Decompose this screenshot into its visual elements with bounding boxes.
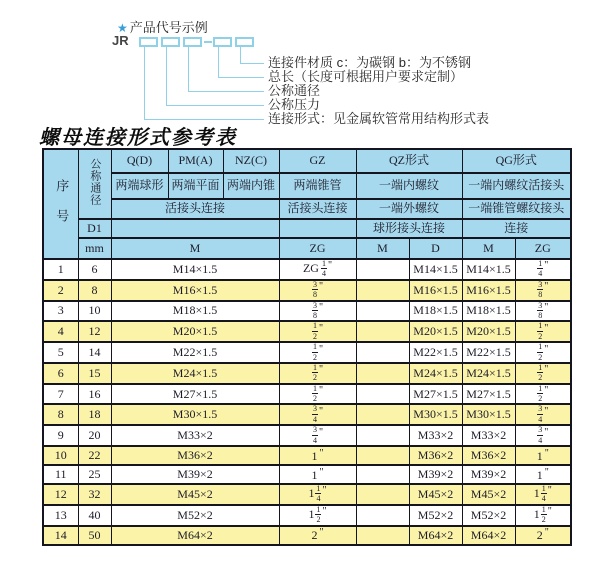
header-blank-m xyxy=(111,219,279,238)
qg-thread-value: $\frac{3}{8}$ " xyxy=(538,279,549,300)
code-box xyxy=(139,37,158,47)
header-conn-qz: 一端外螺纹 xyxy=(356,199,462,219)
cell-qg-m: M64×2 xyxy=(462,526,515,545)
cell-qg-m: M45×2 xyxy=(462,484,515,505)
product-code-example-title xyxy=(117,17,208,36)
table-row xyxy=(43,526,571,545)
connector-vline xyxy=(240,47,241,64)
cell-gz-zg xyxy=(279,259,356,280)
table-row xyxy=(43,363,571,384)
cell-dn: 32 xyxy=(78,484,111,505)
table-row xyxy=(43,465,571,484)
table-row xyxy=(43,505,571,526)
cell-seq: 6 xyxy=(43,363,78,384)
header-unit-qz-m: M xyxy=(356,238,409,259)
cell-dn: 8 xyxy=(78,280,111,301)
cell-qg-m: M52×2 xyxy=(462,505,515,526)
header-sub-qg: 一端内螺纹活接头 xyxy=(462,173,571,199)
cell-qz-d: M45×2 xyxy=(409,484,462,505)
cell-qz-d: M27×1.5 xyxy=(409,384,462,405)
cell-m: M24×1.5 xyxy=(111,363,279,384)
cell-seq: 3 xyxy=(43,301,78,322)
table-title: 螺母连接形式参考表 xyxy=(39,127,237,149)
header-group-nz: NZ(C) xyxy=(223,149,279,173)
header-row-units xyxy=(43,238,571,259)
connector-hline xyxy=(166,105,264,106)
cell-m: M33×2 xyxy=(111,425,279,446)
table-row xyxy=(43,484,571,505)
header-group-qd: Q(D) xyxy=(111,149,168,173)
cell-qg-m: M24×1.5 xyxy=(462,363,515,384)
diagram-label: 总长（长度可根据用户要求定制） xyxy=(268,69,464,84)
header-conn-qg: 一端锥管螺纹接头 xyxy=(462,199,571,219)
cell-qz-d: M64×2 xyxy=(409,526,462,545)
header-row-d1 xyxy=(43,219,571,238)
gz-thread-value: 1 " xyxy=(311,466,324,482)
cell-m: M36×2 xyxy=(111,446,279,465)
cell-m: M14×1.5 xyxy=(111,259,279,280)
cell-qg-m: M16×1.5 xyxy=(462,280,515,301)
cell-gz-zg xyxy=(279,526,356,545)
cell-dn: 10 xyxy=(78,301,111,322)
cell-qz-d: M24×1.5 xyxy=(409,363,462,384)
code-box xyxy=(161,37,180,47)
gz-thread-value: $\frac{1}{2}$ " xyxy=(312,383,324,404)
cell-m: M52×2 xyxy=(111,505,279,526)
cell-qg-m: M39×2 xyxy=(462,465,515,484)
cell-gz-zg xyxy=(279,465,356,484)
cell-m: M18×1.5 xyxy=(111,301,279,322)
cell-seq: 2 xyxy=(43,280,78,301)
cell-qg-m: M27×1.5 xyxy=(462,384,515,405)
qg-thread-value: $\frac{3}{4}$ " xyxy=(538,425,549,445)
cell-seq: 5 xyxy=(43,342,78,363)
table-row xyxy=(43,446,571,465)
qg-thread-value: 1 " xyxy=(536,447,549,463)
cell-m: M27×1.5 xyxy=(111,384,279,405)
gz-thread-value: $\frac{1}{2}$ " xyxy=(312,362,324,383)
cell-qg-zg xyxy=(515,301,571,322)
product-code-example-label: 产品代号示例 xyxy=(129,20,208,35)
cell-seq: 1 xyxy=(43,259,78,280)
cell-qz-d: M18×1.5 xyxy=(409,301,462,322)
gz-thread-value: $\frac{3}{4}$ " xyxy=(312,425,324,445)
header-row-sub xyxy=(43,173,571,199)
cell-qz-m xyxy=(356,446,409,465)
cell-dn: 15 xyxy=(78,363,111,384)
qg-thread-value: $\frac{1}{2}$ " xyxy=(538,342,549,362)
header-unit-qz-d: D xyxy=(409,238,462,259)
star-icon: ★ xyxy=(117,21,128,35)
gz-thread-value: 1 $\frac{1}{4}$ " xyxy=(308,484,327,504)
cell-seq: 8 xyxy=(43,404,78,425)
nut-connection-reference-table xyxy=(42,148,572,546)
cell-qz-d: M20×1.5 xyxy=(409,321,462,342)
cell-seq: 14 xyxy=(43,526,78,545)
cell-seq: 4 xyxy=(43,321,78,342)
diagram-label: 公称通径 xyxy=(268,83,321,98)
cell-gz-zg xyxy=(279,484,356,505)
cell-qg-zg xyxy=(515,280,571,301)
cell-qz-m xyxy=(356,526,409,545)
code-prefix: JR xyxy=(112,33,129,48)
cell-qg-zg xyxy=(515,404,571,425)
header-row-groups xyxy=(43,149,571,173)
header-dia xyxy=(78,149,111,219)
cell-m: M64×2 xyxy=(111,526,279,545)
qg-thread-value: $\frac{1}{2}$ " xyxy=(538,362,549,383)
cell-qz-m xyxy=(356,280,409,301)
cell-dn: 6 xyxy=(78,259,111,280)
header-unit-m: M xyxy=(111,238,279,259)
cell-qz-m xyxy=(356,321,409,342)
header-group-qz: QZ形式 xyxy=(356,149,462,173)
cell-gz-zg xyxy=(279,505,356,526)
connector-vline xyxy=(218,47,219,78)
diagram-label: 连接件材质 c：为碳钢 b：为不锈钢 xyxy=(268,55,471,70)
cell-qg-zg xyxy=(515,363,571,384)
cell-dn: 20 xyxy=(78,425,111,446)
cell-qz-m xyxy=(356,301,409,322)
header-blank-gz xyxy=(279,219,356,238)
gz-thread-value: $\frac{3}{8}$ " xyxy=(312,300,324,320)
cell-seq: 13 xyxy=(43,505,78,526)
code-box xyxy=(235,37,254,47)
header-unit-zg: ZG xyxy=(279,238,356,259)
header-conn-gz: 活接头连接 xyxy=(279,199,356,219)
cell-gz-zg xyxy=(279,321,356,342)
connector-hline xyxy=(144,119,264,120)
cell-qz-m xyxy=(356,342,409,363)
cell-qg-zg xyxy=(515,321,571,342)
cell-dn: 25 xyxy=(78,465,111,484)
code-dash xyxy=(204,41,212,43)
cell-qg-m: M20×1.5 xyxy=(462,321,515,342)
cell-qz-m xyxy=(356,259,409,280)
cell-qg-m: M18×1.5 xyxy=(462,301,515,322)
gz-thread-value: $\frac{3}{4}$ " xyxy=(312,404,324,424)
cell-dn: 50 xyxy=(78,526,111,545)
header-seq xyxy=(43,149,78,259)
gz-thread-value: 1 $\frac{1}{2}$ " xyxy=(308,504,327,525)
header-sub-pm: 两端平面 xyxy=(168,173,223,199)
table-row xyxy=(43,404,571,425)
cell-qg-m: M14×1.5 xyxy=(462,259,515,280)
gz-thread-value: $\frac{1}{2}$ " xyxy=(312,342,324,362)
qg-thread-value: 1 " xyxy=(536,466,549,482)
cell-qg-m: M33×2 xyxy=(462,425,515,446)
cell-m: M30×1.5 xyxy=(111,404,279,425)
cell-m: M16×1.5 xyxy=(111,280,279,301)
cell-m: M39×2 xyxy=(111,465,279,484)
table-row xyxy=(43,321,571,342)
header-unit-qg-m: M xyxy=(462,238,515,259)
table-row xyxy=(43,425,571,446)
diagram-label: 连接形式：见金属软管常用结构形式表 xyxy=(268,111,490,126)
cell-dn: 12 xyxy=(78,321,111,342)
cell-dn: 40 xyxy=(78,505,111,526)
cell-qz-m xyxy=(356,363,409,384)
header-connect: 连接 xyxy=(462,219,571,238)
qg-thread-value: 2 " xyxy=(536,527,549,543)
seq-vertical-label: 序号 xyxy=(54,179,70,240)
header-sub-gz: 两端锥管 xyxy=(279,173,356,199)
cell-qz-m xyxy=(356,404,409,425)
cell-gz-zg xyxy=(279,384,356,405)
cell-m: M20×1.5 xyxy=(111,321,279,342)
connector-hline xyxy=(218,77,264,78)
cell-qg-zg xyxy=(515,259,571,280)
cell-qz-d: M14×1.5 xyxy=(409,259,462,280)
cell-qz-m xyxy=(356,484,409,505)
cell-qg-m: M22×1.5 xyxy=(462,342,515,363)
gz-thread-value: 2 " xyxy=(311,527,324,543)
cell-dn: 18 xyxy=(78,404,111,425)
connector-vline xyxy=(188,47,189,92)
header-d1: D1 xyxy=(78,219,111,238)
dia-vertical-label: 公称通径 xyxy=(88,158,101,207)
table-row xyxy=(43,259,571,280)
cell-qz-d: M33×2 xyxy=(409,425,462,446)
header-sub-qz: 一端内螺纹 xyxy=(356,173,462,199)
cell-qz-d: M39×2 xyxy=(409,465,462,484)
cell-qg-zg xyxy=(515,446,571,465)
connector-hline xyxy=(240,63,264,64)
cell-dn: 14 xyxy=(78,342,111,363)
cell-seq: 10 xyxy=(43,446,78,465)
qg-thread-value: $\frac{1}{4}$ " xyxy=(538,259,549,279)
cell-qz-d: M30×1.5 xyxy=(409,404,462,425)
table-row xyxy=(43,280,571,301)
cell-m: M45×2 xyxy=(111,484,279,505)
cell-seq: 9 xyxy=(43,425,78,446)
code-box xyxy=(183,37,202,47)
cell-qz-d: M52×2 xyxy=(409,505,462,526)
cell-gz-zg xyxy=(279,342,356,363)
qg-thread-value: $\frac{1}{2}$ " xyxy=(538,321,549,341)
cell-qg-m: M30×1.5 xyxy=(462,404,515,425)
cell-qg-zg xyxy=(515,505,571,526)
cell-qz-d: M22×1.5 xyxy=(409,342,462,363)
gz-thread-value: 1 " xyxy=(311,447,324,463)
cell-gz-zg xyxy=(279,280,356,301)
cell-seq: 11 xyxy=(43,465,78,484)
connector-vline xyxy=(166,47,167,106)
cell-qz-d: M16×1.5 xyxy=(409,280,462,301)
cell-qg-zg xyxy=(515,342,571,363)
cell-gz-zg xyxy=(279,446,356,465)
cell-qz-d: M36×2 xyxy=(409,446,462,465)
cell-gz-zg xyxy=(279,363,356,384)
qg-thread-value: $\frac{3}{8}$ " xyxy=(538,300,549,320)
qg-thread-value: 1 $\frac{1}{4}$ " xyxy=(533,484,552,504)
header-sub-nz: 两端内锥 xyxy=(223,173,279,199)
qg-thread-value: $\frac{1}{2}$ " xyxy=(538,383,549,404)
gz-thread-value: $\frac{1}{2}$ " xyxy=(312,321,324,341)
table-row xyxy=(43,384,571,405)
gz-thread-value: ZG $\frac{1}{4}$ " xyxy=(302,259,333,279)
gz-thread-value: $\frac{3}{8}$ " xyxy=(312,279,324,300)
connector-hline xyxy=(188,91,264,92)
cell-qg-m: M36×2 xyxy=(462,446,515,465)
cell-seq: 7 xyxy=(43,384,78,405)
code-box xyxy=(213,37,232,47)
header-conn-left: 活接头连接 xyxy=(111,199,279,219)
table-row xyxy=(43,342,571,363)
cell-dn: 22 xyxy=(78,446,111,465)
cell-qg-zg xyxy=(515,384,571,405)
cell-qz-m xyxy=(356,425,409,446)
cell-dn: 16 xyxy=(78,384,111,405)
cell-qg-zg xyxy=(515,465,571,484)
header-unit-qg-zg: ZG xyxy=(515,238,571,259)
header-group-gz: GZ xyxy=(279,149,356,173)
connector-vline xyxy=(144,47,145,120)
header-ball-joint: 球形接头连接 xyxy=(356,219,462,238)
cell-gz-zg xyxy=(279,301,356,322)
qg-thread-value: $\frac{3}{4}$ " xyxy=(538,404,549,424)
cell-gz-zg xyxy=(279,425,356,446)
cell-seq: 12 xyxy=(43,484,78,505)
cell-qz-m xyxy=(356,465,409,484)
header-group-pm: PM(A) xyxy=(168,149,223,173)
qg-thread-value: 1 $\frac{1}{2}$ " xyxy=(533,504,552,525)
diagram-label: 公称压力 xyxy=(268,97,321,112)
cell-qg-zg xyxy=(515,425,571,446)
header-sub-qd: 两端球形 xyxy=(111,173,168,199)
cell-gz-zg xyxy=(279,404,356,425)
cell-qg-zg xyxy=(515,484,571,505)
header-unit-mm: mm xyxy=(78,238,111,259)
header-row-connection xyxy=(43,199,571,219)
cell-m: M22×1.5 xyxy=(111,342,279,363)
cell-qz-m xyxy=(356,384,409,405)
header-group-qg: QG形式 xyxy=(462,149,571,173)
table-row xyxy=(43,301,571,322)
cell-qg-zg xyxy=(515,526,571,545)
cell-qz-m xyxy=(356,505,409,526)
